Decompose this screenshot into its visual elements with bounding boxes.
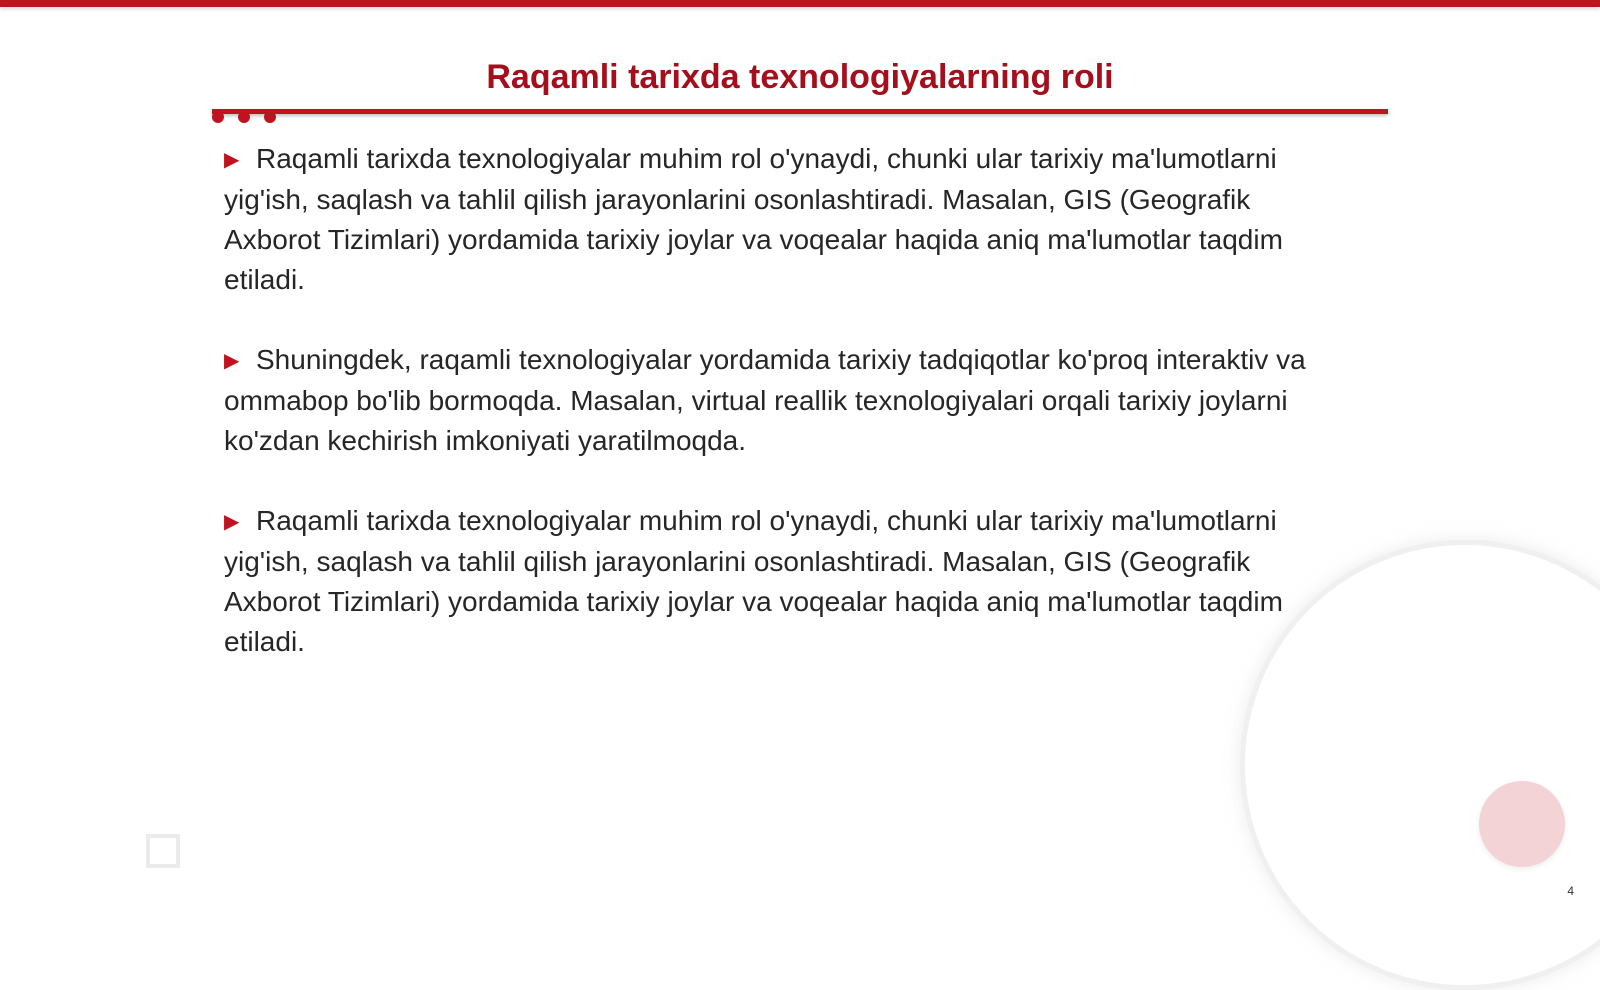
bullet-item (224, 501, 1334, 662)
bullet-text: Shuningdek, raqamli texnologiyalar yordamida tarixiy tadqiqotlar ko'proq interaktiv va ommabop bo'lib bormoqda. Masalan, virtual reallik texnologiyalari orqali tarixiy joylarni ko'zdan kechirish imkoniyati yaratilmoqda. (224, 344, 1306, 456)
slide-title: Raqamli tarixda texnologiyalarning roli (486, 58, 1114, 96)
triangle-bullet-icon: ▶ (224, 350, 240, 372)
triangle-bullet-icon: ▶ (224, 511, 240, 533)
underline-dot (264, 111, 276, 123)
page-number: 4 (1567, 884, 1574, 898)
bullet-list (224, 139, 1334, 702)
decorative-disc (1479, 781, 1565, 867)
bullet-text: Raqamli tarixda texnologiyalar muhim rol o'ynaydi, chunki ular tarixiy ma'lumotlarni yig'ish, saqlash va tahlil qilish jarayonlarini osonlashtiradi. Masalan, GIS (Geografik Axborot Tizimlari) yordamida tarixiy joylar va voqealar haqida aniq ma'lumotlar taqdim etiladi. (224, 505, 1283, 657)
bullet-item (224, 340, 1334, 461)
bullet-text: Raqamli tarixda texnologiyalar muhim rol o'ynaydi, chunki ular tarixiy ma'lumotlarni yig'ish, saqlash va tahlil qilish jarayonlarini osonlashtiradi. Masalan, GIS (Geografik Axborot Tizimlari) yordamida tarixiy joylar va voqealar haqida aniq ma'lumotlar taqdim etiladi. (224, 143, 1283, 295)
bullet-item (224, 139, 1334, 300)
underline-dot (212, 111, 224, 123)
decorative-square (146, 834, 180, 868)
underline-dot (238, 111, 250, 123)
top-accent-bar (0, 0, 1600, 7)
triangle-bullet-icon: ▶ (224, 149, 240, 171)
title-underline (212, 109, 1388, 114)
